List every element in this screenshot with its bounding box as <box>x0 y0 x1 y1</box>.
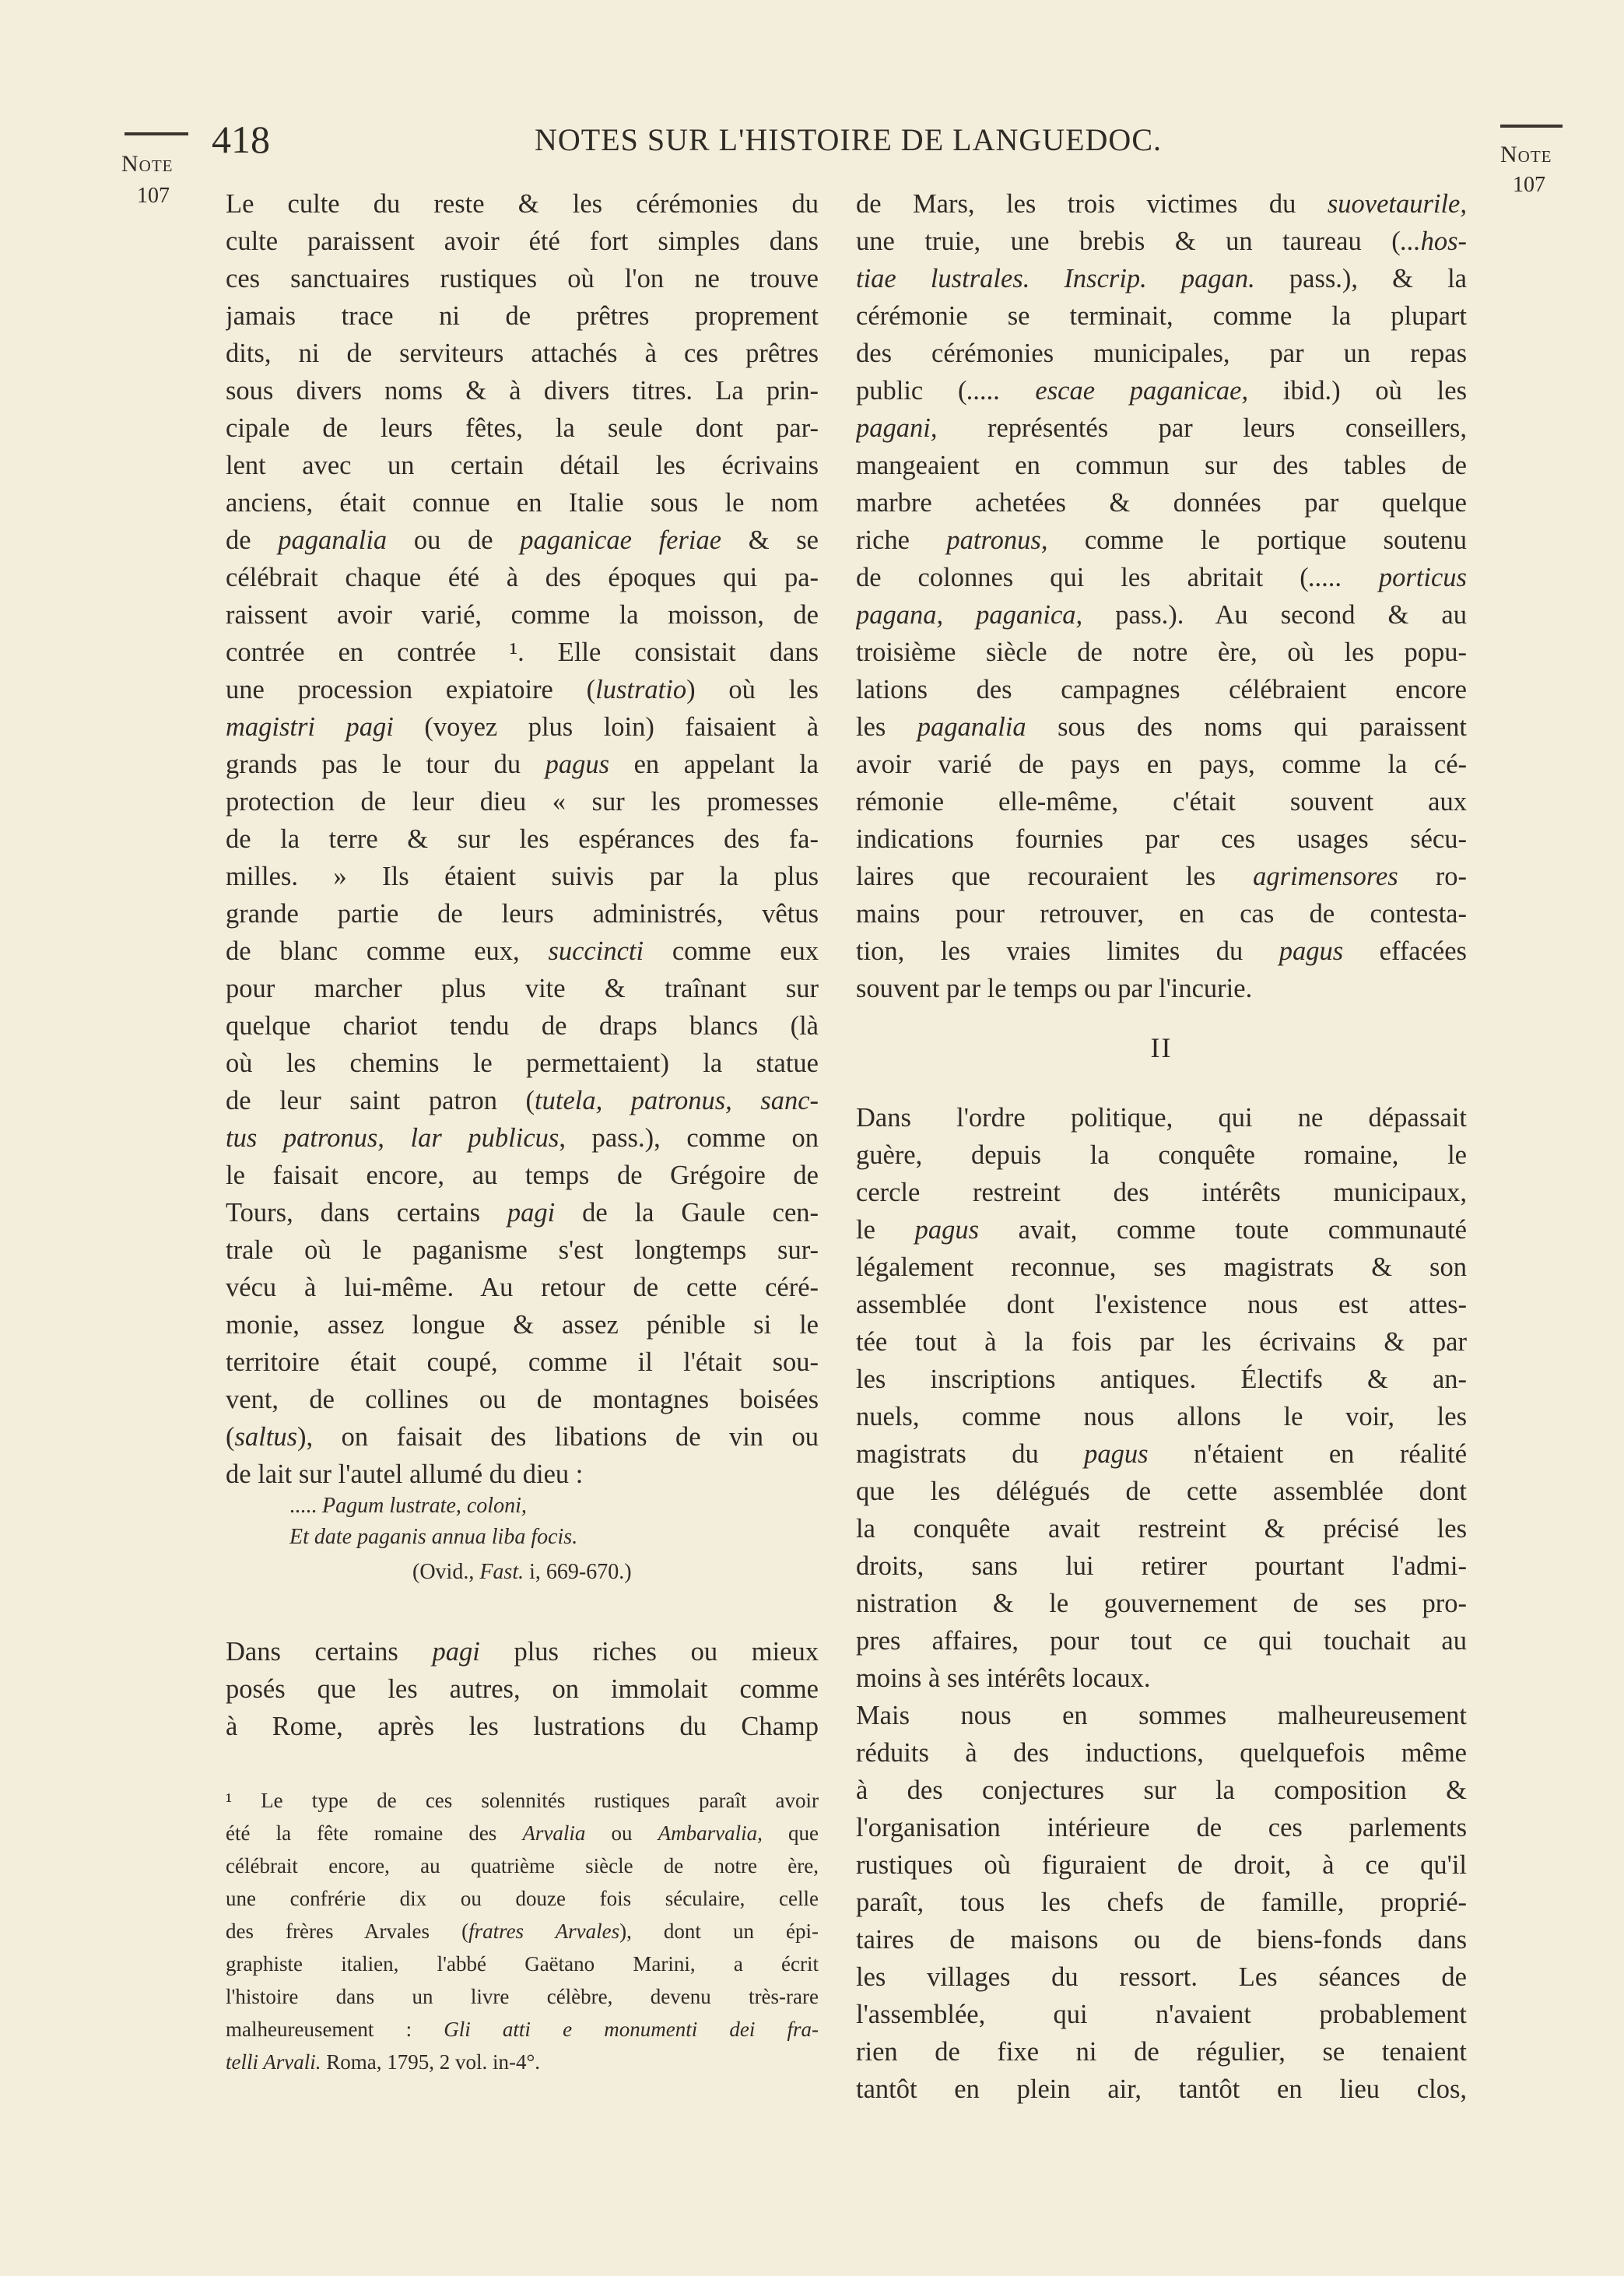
footnote <box>226 1784 819 2078</box>
text-line <box>856 1809 1467 1846</box>
text-line <box>856 2033 1467 2071</box>
text: Mais nous en sommes malheureusement <box>856 1701 1467 1730</box>
text-line <box>226 1231 819 1269</box>
text: lations des campagnes célébraient encore <box>856 675 1467 704</box>
text: (Ovid., <box>412 1560 480 1584</box>
text-line <box>226 1456 819 1493</box>
text-line <box>226 634 819 671</box>
text-line <box>226 1045 819 1082</box>
text: , pass.), comme on <box>559 1123 819 1153</box>
text-line <box>856 1323 1467 1361</box>
text-line <box>226 1007 819 1045</box>
text: que les délégués de cette assemblée dont <box>856 1477 1467 1506</box>
text: représentés par leurs conseillers, <box>937 413 1467 443</box>
text-line <box>226 1157 819 1194</box>
left-column-paragraph-1 <box>226 185 819 1493</box>
text-line <box>856 260 1467 297</box>
margin-note-number-left: 107 <box>137 184 170 208</box>
text-line <box>856 185 1467 223</box>
text-line <box>856 1547 1467 1585</box>
text-line <box>856 783 1467 820</box>
italic-text: tutela, patronus, sanc- <box>535 1086 819 1115</box>
text-line <box>226 1670 819 1708</box>
text-line <box>856 335 1467 372</box>
text-line <box>856 858 1467 895</box>
text: plus riches ou mieux <box>479 1637 819 1667</box>
text: avait, comme toute communauté <box>979 1215 1467 1245</box>
italic-text: Et date paganis annua liba focis. <box>289 1525 578 1549</box>
text-line <box>226 1948 819 1980</box>
text-line <box>856 1585 1467 1622</box>
text: ¹ Le type de ces solennités rustiques paraît avoir <box>226 1789 819 1812</box>
text: tantôt en plein air, tantôt en lieu clos, <box>856 2074 1467 2104</box>
text: tée tout à la fois par les écrivains & par <box>856 1327 1467 1357</box>
text-line <box>856 596 1467 634</box>
text: sous des noms qui paraissent <box>1026 712 1467 742</box>
text: où les chemins le permettaient) la statue <box>226 1048 819 1078</box>
italic-text: saltus <box>234 1422 298 1452</box>
text-line <box>856 1846 1467 1884</box>
text-line <box>856 1772 1467 1809</box>
text-line <box>856 1286 1467 1323</box>
text-line <box>856 372 1467 409</box>
text-line <box>226 1882 819 1915</box>
text: paraît, tous les chefs de famille, proprié- <box>856 1888 1467 1917</box>
italic-text: fratres Arvales <box>468 1919 620 1943</box>
text-line <box>856 1510 1467 1547</box>
text-line <box>226 409 819 447</box>
text: malheureusement : <box>226 2018 444 2041</box>
text: nuels, comme nous allons le voir, les <box>856 1402 1467 1431</box>
text-line <box>226 1381 819 1418</box>
italic-text: lustratio <box>595 675 687 704</box>
text: laires que recouraient les <box>856 862 1254 891</box>
italic-text: tiae lustrales. Inscrip. pagan. <box>856 264 1255 293</box>
text-line <box>856 297 1467 335</box>
text-line <box>226 1194 819 1231</box>
italic-text: agrimensores <box>1253 862 1398 891</box>
text: comme eux <box>644 936 819 966</box>
text-line <box>856 2071 1467 2108</box>
text-line <box>226 933 819 970</box>
text: dits, ni de serviteurs attachés à ces prêtres <box>226 339 819 368</box>
text: les inscriptions antiques. Électifs & an- <box>856 1365 1467 1394</box>
text: territoire était coupé, comme il l'était sou- <box>226 1347 819 1377</box>
text: cérémonie se terminait, comme la plupart <box>856 301 1467 331</box>
italic-text: telli Arvali. <box>226 2050 321 2074</box>
text: de la terre & sur les espérances des fa- <box>226 824 819 854</box>
text: guère, depuis la conquête romaine, le <box>856 1140 1467 1170</box>
text-line <box>226 1817 819 1849</box>
italic-text: pagus <box>914 1215 979 1245</box>
text: ou de <box>387 525 521 555</box>
text: assemblée dont l'existence nous est attes- <box>856 1290 1467 1319</box>
margin-rule-right <box>1500 125 1563 128</box>
text: en appelant la <box>609 750 819 779</box>
text-line <box>856 1921 1467 1958</box>
text: raissent avoir varié, comme la moisson, de <box>226 600 819 630</box>
text-line <box>856 1884 1467 1921</box>
text: milles. » Ils étaient suivis par la plus <box>226 862 819 891</box>
text-line <box>856 1996 1467 2033</box>
italic-text: suovetaurile, <box>1327 189 1467 219</box>
text-line <box>289 1491 803 1522</box>
text-line <box>856 708 1467 746</box>
text: de Mars, les trois victimes du <box>856 189 1328 219</box>
page-number: 418 <box>212 118 270 161</box>
right-column-paragraph-2 <box>856 1099 1467 1697</box>
text-line <box>226 2013 819 2046</box>
text: des frères Arvales ( <box>226 1919 469 1943</box>
italic-text: pagani, <box>856 413 938 443</box>
text: ( <box>226 1422 235 1452</box>
left-column-paragraph-2 <box>226 1633 819 1745</box>
text: Dans certains <box>226 1637 433 1667</box>
text: Dans l'ordre politique, qui ne dépassait <box>856 1103 1467 1133</box>
text: la conquête avait restreint & précisé les <box>856 1514 1467 1544</box>
text: des cérémonies municipales, par un repas <box>856 339 1467 368</box>
text-line <box>856 1697 1467 1734</box>
text: lent avec un certain détail les écrivains <box>226 451 819 480</box>
text: ), on faisait des libations de vin ou <box>297 1422 819 1452</box>
margin-note-label-right: Note <box>1500 142 1552 167</box>
text: ..... <box>289 1494 322 1518</box>
text: le faisait encore, au temps de Grégoire de <box>226 1161 819 1190</box>
italic-text: Pagum lustrate, coloni, <box>322 1494 527 1518</box>
text: de blanc comme eux, <box>226 936 549 966</box>
text-line <box>226 1269 819 1306</box>
section-number: II <box>1150 1032 1173 1063</box>
text: grands pas le tour du <box>226 750 545 779</box>
text: l'histoire dans un livre célèbre, devenu très-rare <box>226 1985 819 2008</box>
text: une truie, une brebis & un taureau ( <box>856 227 1401 256</box>
italic-text: Arvalia <box>522 1821 586 1845</box>
text-line <box>226 372 819 409</box>
text: pass.), & la <box>1254 264 1467 293</box>
margin-note-label-left: Note <box>121 151 174 177</box>
text: pass.). Au second & au <box>1082 600 1467 630</box>
text: l'assemblée, qui n'avaient probablement <box>856 2000 1467 2029</box>
text: monie, assez longue & assez pénible si le <box>226 1310 819 1340</box>
margin-note-number-right: 107 <box>1513 173 1545 197</box>
text-line <box>856 409 1467 447</box>
text: nistration & le gouvernement de ses pro- <box>856 1589 1467 1618</box>
text-line <box>226 970 819 1007</box>
text: que <box>762 1821 819 1845</box>
text: célébrait chaque été à des époques qui pa- <box>226 563 819 592</box>
right-column-paragraph-1 <box>856 185 1467 1007</box>
text: indications fournies par ces usages sécu- <box>856 824 1467 854</box>
text: Roma, 1795, 2 vol. in-4°. <box>321 2050 541 2074</box>
text: une confrérie dix ou douze fois séculaire, celle <box>226 1887 819 1910</box>
text-line <box>412 1557 801 1588</box>
margin-rule-left <box>125 132 188 135</box>
italic-text: tus patronus, lar publicus <box>226 1123 559 1153</box>
text: effacées <box>1343 936 1467 966</box>
text-line <box>226 223 819 260</box>
italic-text: pagi <box>432 1637 480 1667</box>
text-line <box>856 895 1467 933</box>
text-line <box>856 1249 1467 1286</box>
italic-text: succincti <box>548 936 644 966</box>
text-line <box>856 223 1467 260</box>
text: de <box>226 525 279 555</box>
italic-text: paganalia <box>278 525 388 555</box>
italic-text: patronus, <box>946 525 1048 555</box>
text-line <box>856 447 1467 484</box>
text: anciens, était connue en Italie sous le nom <box>226 488 819 518</box>
text-line <box>226 2046 819 2078</box>
text-line <box>226 260 819 297</box>
text-line <box>856 1099 1467 1136</box>
text: culte paraissent avoir été fort simples dans <box>226 227 819 256</box>
right-column-paragraph-3 <box>856 1697 1467 2108</box>
text-line <box>856 1622 1467 1660</box>
italic-text: paganicae feriae <box>520 525 722 555</box>
running-title: NOTES SUR L'HISTOIRE DE LANGUEDOC. <box>534 122 1162 157</box>
text-line <box>226 1082 819 1119</box>
text-line <box>226 1306 819 1343</box>
text-line <box>856 484 1467 522</box>
italic-text: Fast. <box>479 1560 524 1584</box>
text: souvent par le temps ou par l'incurie. <box>856 974 1253 1003</box>
italic-text: magistri pagi <box>226 712 394 742</box>
text: vécu à lui-même. Au retour de cette céré- <box>226 1273 819 1302</box>
text: rien de fixe ni de régulier, se tenaient <box>856 2037 1467 2067</box>
text: public ( <box>856 376 967 406</box>
text: vent, de collines ou de montagnes boisées <box>226 1385 819 1414</box>
text: ) où les <box>686 675 819 704</box>
text: cercle restreint des intérêts municipaux, <box>856 1178 1467 1207</box>
text: pour marcher plus vite & traînant sur <box>226 974 819 1003</box>
italic-text: pagus <box>1279 936 1344 966</box>
verse-citation <box>412 1557 801 1588</box>
text-line <box>226 1343 819 1381</box>
text-line <box>856 1361 1467 1398</box>
text-line <box>856 970 1467 1007</box>
text-line <box>856 1174 1467 1211</box>
text: sous divers noms & à divers titres. La prin- <box>226 376 819 406</box>
text-line <box>226 746 819 783</box>
text-line <box>856 559 1467 596</box>
text: de la Gaule cen- <box>555 1198 819 1228</box>
text: tion, les vraies limites du <box>856 936 1279 966</box>
text-line <box>226 185 819 223</box>
text: Le culte du reste & les cérémonies du <box>226 189 819 219</box>
text-line <box>856 933 1467 970</box>
text-line <box>226 1708 819 1745</box>
text: de lait sur l'autel allumé du dieu : <box>226 1459 584 1489</box>
text-line <box>856 820 1467 858</box>
text: n'étaient en réalité <box>1148 1439 1467 1469</box>
italic-text: pagi <box>507 1198 556 1228</box>
text-line <box>289 1522 803 1553</box>
text: de leur saint patron ( <box>226 1086 535 1115</box>
italic-text: ..... escae paganicae, <box>966 376 1249 406</box>
text-line <box>856 1211 1467 1249</box>
text: à des conjectures sur la composition & <box>856 1775 1467 1805</box>
text: ), dont un épi- <box>619 1919 819 1943</box>
text: magistrats du <box>856 1439 1085 1469</box>
text-line <box>226 522 819 559</box>
text-line <box>856 1136 1467 1174</box>
text-line <box>226 1980 819 2013</box>
text-line <box>856 1958 1467 1996</box>
italic-text: pagus <box>545 750 610 779</box>
text: avoir varié de pays en pays, comme la cé- <box>856 750 1467 779</box>
text: comme le portique soutenu <box>1047 525 1467 555</box>
italic-text: Ambarvalia, <box>658 1821 763 1845</box>
text: riche <box>856 525 947 555</box>
text: grande partie de leurs administrés, vêtus <box>226 899 819 929</box>
text-line <box>226 1418 819 1456</box>
text-line <box>226 820 819 858</box>
text: rémonie elle-même, c'était souvent aux <box>856 787 1467 817</box>
text: une procession expiatoire ( <box>226 675 596 704</box>
text: de colonnes qui les abritait ( <box>856 563 1309 592</box>
text: troisième siècle de notre ère, où les popu- <box>856 637 1467 667</box>
text: graphiste italien, l'abbé Gaëtano Marini, a écrit <box>226 1952 819 1976</box>
text-line <box>226 484 819 522</box>
text: les villages du ressort. Les séances de <box>856 1962 1467 1992</box>
text-line <box>856 1435 1467 1473</box>
italic-text: Gli atti e monumenti dei fra- <box>444 2018 819 2041</box>
text: i, 669-670.) <box>524 1560 632 1584</box>
text: mangeaient en commun sur des tables de <box>856 451 1467 480</box>
text-line <box>226 297 819 335</box>
text: marbre achetées & données par quelque <box>856 488 1467 518</box>
text: jamais trace ni de prêtres proprement <box>226 301 819 331</box>
text: ou <box>585 1821 658 1845</box>
text: été la fête romaine des <box>226 1821 523 1845</box>
text-line <box>856 1734 1467 1772</box>
text: les <box>856 712 917 742</box>
italic-text: pagana, paganica, <box>856 600 1083 630</box>
text: moins à ses intérêts locaux. <box>856 1663 1151 1693</box>
text: pres affaires, pour tout ce qui touchait au <box>856 1626 1467 1656</box>
text: l'organisation intérieure de ces parlements <box>856 1813 1467 1842</box>
text-line <box>226 708 819 746</box>
text: célébrait encore, au quatrième siècle de notre ère, <box>226 1854 819 1877</box>
text-line <box>226 895 819 933</box>
text-line <box>856 1473 1467 1510</box>
text: cipale de leurs fêtes, la seule dont par- <box>226 413 819 443</box>
text: taires de maisons ou de biens-fonds dans <box>856 1925 1467 1955</box>
text-line <box>226 1119 819 1157</box>
text: (voyez plus loin) faisaient à <box>393 712 819 742</box>
text: ibid.) où les <box>1248 376 1467 406</box>
text: contrée en contrée ¹. Elle consistait dans <box>226 637 819 667</box>
text: rustiques où figuraient de droit, à ce qu'il <box>856 1850 1467 1880</box>
text-line <box>226 596 819 634</box>
text: légalement reconnue, ses magistrats & son <box>856 1252 1467 1282</box>
text: protection de leur dieu « sur les promesses <box>226 787 819 817</box>
text-line <box>856 746 1467 783</box>
text: quelque chariot tendu de draps blancs (là <box>226 1011 819 1041</box>
text: ro- <box>1398 862 1467 891</box>
text-line <box>226 1784 819 1817</box>
text: droits, sans lui retirer pourtant l'admi- <box>856 1551 1467 1581</box>
italic-text: paganalia <box>917 712 1026 742</box>
text: réduits à des inductions, quelquefois même <box>856 1738 1467 1768</box>
text: le <box>856 1215 915 1245</box>
text-line <box>226 1849 819 1882</box>
text-line <box>856 671 1467 708</box>
text: trale où le paganisme s'est longtemps sur- <box>226 1235 819 1265</box>
text-line <box>226 559 819 596</box>
text: & se <box>721 525 819 555</box>
text-line <box>856 634 1467 671</box>
text: à Rome, après les lustrations du Champ <box>226 1712 819 1741</box>
text-line <box>856 1660 1467 1697</box>
text-line <box>226 671 819 708</box>
text-line <box>226 858 819 895</box>
text: mains pour retrouver, en cas de contesta- <box>856 899 1467 929</box>
text: Tours, dans certains <box>226 1198 507 1228</box>
text-line <box>226 1633 819 1670</box>
verse-quotation <box>289 1491 803 1553</box>
text-line <box>856 522 1467 559</box>
text: ces sanctuaires rustiques où l'on ne trouve <box>226 264 819 293</box>
text-line <box>226 1915 819 1948</box>
italic-text: ..... porticus <box>1308 563 1467 592</box>
text-line <box>226 447 819 484</box>
text-line <box>226 783 819 820</box>
text-line <box>856 1398 1467 1435</box>
text: posés que les autres, on immolait comme <box>226 1674 819 1704</box>
italic-text: pagus <box>1084 1439 1149 1469</box>
italic-text: ...hos- <box>1400 227 1467 256</box>
text-line <box>226 335 819 372</box>
